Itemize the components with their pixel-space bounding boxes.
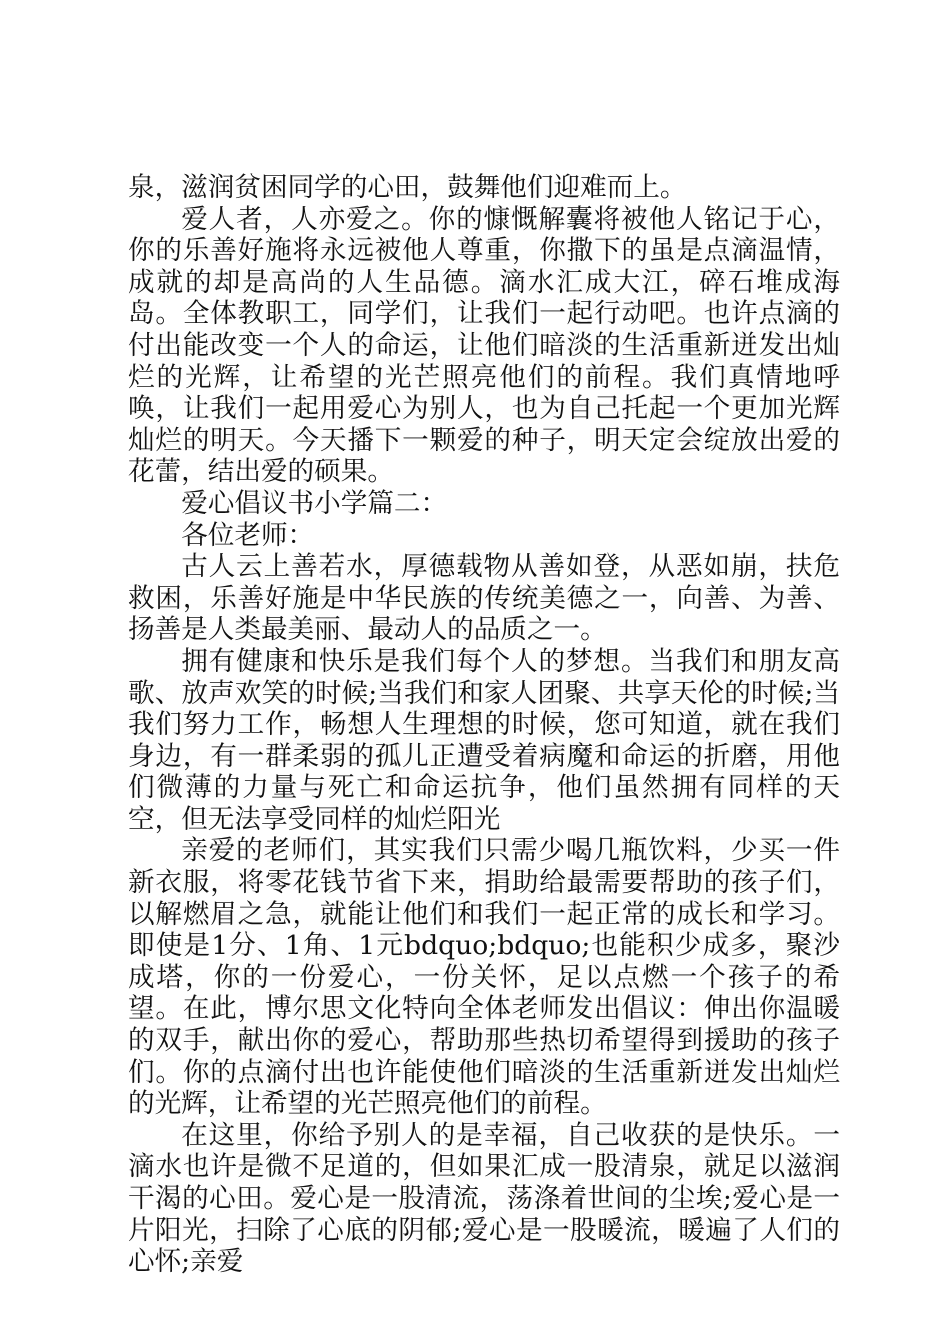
paragraph: 爱人者，人亦爱之。你的慷慨解囊将被他人铭记于心，你的乐善好施将永远被他人尊重，你撒下的虽是点滴温情，成就的却是高尚的人生品德。滴水汇成大江，碎石堆成海岛。全体教职工，同学们，让我们一起行动吧。也许点滴的付出能改变一个人的命运，让他们暗淡的生活重新迸发出灿烂的光辉，让希望的光芒照亮他们的前程。我们真情地呼唤，让我们一起用爱心为别人，也为自己托起一个更加光辉灿烂的明天。今天播下一颗爱的种子，明天定会绽放出爱的花蕾，结出爱的硕果。 (128, 203, 840, 488)
paragraph: 亲爱的老师们，其实我们只需少喝几瓶饮料，少买一件新衣服，将零花钱节省下来，捐助给最需要帮助的孩子们，以解燃眉之急，就能让他们和我们一起正常的成长和学习。即使是1分、1角、1元bdquo;bdquo;也能积少成多，聚沙成塔，你的一份爱心，一份关怀，足以点燃一个孩子的希望。在此，博尔思文化特向全体老师发出倡议：伸出你温暖的双手，献出你的爱心，帮助那些热切希望得到援助的孩子们。你的点滴付出也许能使他们暗淡的生活重新迸发出灿烂的光辉，让希望的光芒照亮他们的前程。 (128, 835, 840, 1120)
salutation: 各位老师： (181, 519, 315, 551)
paragraph: 古人云上善若水，厚德载物从善如登，从恶如崩，扶危救困，乐善好施是中华民族的传统美德之一，向善、为善、扬善是人类最美丽、最动人的品质之一。 (128, 551, 840, 646)
paragraph: 在这里，你给予别人的是幸福，自己收获的是快乐。一滴水也许是微不足道的，但如果汇成一股清泉，就足以滋润干渴的心田。爱心是一股清流，荡涤着世间的尘埃;爱心是一片阳光，扫除了心底的阴郁;爱心是一股暖流，暖遍了人们的心怀;亲爱 (128, 1119, 840, 1278)
paragraph: 泉，滋润贫困同学的心田，鼓舞他们迎难而上。 (128, 172, 687, 203)
document-body (128, 172, 840, 1278)
paragraph: 拥有健康和快乐是我们每个人的梦想。当我们和朋友高歌、放声欢笑的时候;当我们和家人团聚、共享天伦的时候;当我们努力工作，畅想人生理想的时候，您可知道，就在我们身边，有一群柔弱的孤儿正遭受着病魔和命运的折磨，用他们微薄的力量与死亡和命运抗争，他们虽然拥有同样的天空，但无法享受同样的灿烂阳光 (128, 645, 840, 835)
section-heading: 爱心倡议书小学篇二： (181, 487, 448, 519)
